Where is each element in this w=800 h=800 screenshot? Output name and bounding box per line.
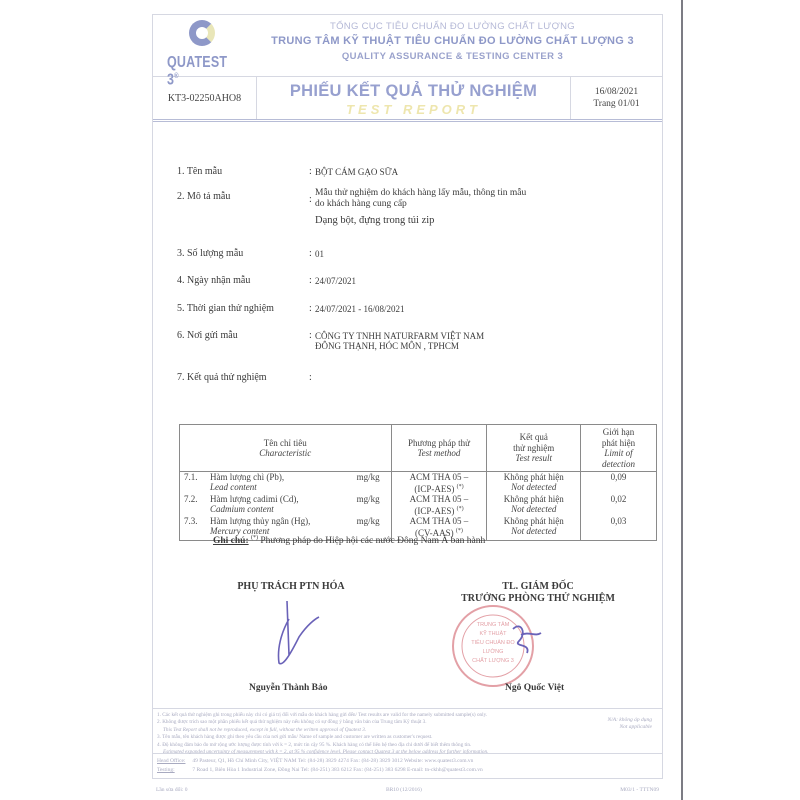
field-label: 5. Thời gian thử nghiệm bbox=[177, 303, 274, 314]
characteristic-name: Hàm lượng chì (Pb), bbox=[210, 472, 285, 482]
col-limit-of-detection: Giới hạn phát hiện Limit of detection bbox=[581, 425, 657, 472]
handwritten-signature-icon bbox=[251, 597, 331, 677]
form-footer bbox=[156, 787, 659, 793]
document-code: KT3-02250AHO8 bbox=[153, 77, 257, 119]
characteristic-name: Hàm lượng thủy ngân (Hg), bbox=[210, 516, 311, 526]
signature-block-right bbox=[443, 581, 633, 693]
characteristic-name: Hàm lượng cadimi (Cd), bbox=[210, 494, 299, 504]
org-line-1: TỔNG CỤC TIÊU CHUẨN ĐO LƯỜNG CHẤT LƯỢNG bbox=[330, 21, 575, 32]
field-value: Mẫu thử nghiệm do khách hàng lấy mẫu, thông tin mẫu bbox=[315, 188, 527, 198]
form-number: M03/1 - TTTN09 bbox=[620, 787, 659, 793]
page-edge bbox=[681, 0, 683, 800]
table-row: 7.3. Hàm lượng thủy ngân (Hg), Mercury content mg/kg ACM THA 05 – (CV-AAS) (*) Không phát hiện Not detected 0,03 bbox=[180, 516, 657, 541]
document-date-block bbox=[570, 77, 662, 119]
field-value: 24/07/2021 bbox=[315, 276, 357, 286]
test-report-document bbox=[152, 14, 663, 779]
col-characteristic: Tên chỉ tiêu Characteristic bbox=[180, 425, 392, 472]
org-line-2: TRUNG TÂM KỸ THUẬT TIÊU CHUẨN ĐO LƯỜNG CHẤT LƯỢNG 3 bbox=[271, 35, 634, 47]
limit-of-detection: 0,02 bbox=[581, 494, 657, 516]
unit: mg/kg bbox=[356, 516, 380, 526]
results-table-header bbox=[180, 425, 657, 472]
testing-address: 7 Road 1, Biên Hòa 1 Industrial Zone, Đồng Nai Tel: (84-251) 383 6212 Fax: (84-251) 383 6298 E-mail: tn-ckhh@quatest3.com.vn bbox=[192, 767, 483, 773]
field-label: 3. Số lượng mẫu bbox=[177, 248, 244, 259]
field-value: BỘT CÁM GẠO SỮA bbox=[315, 167, 399, 177]
col-test-method: Phương pháp thử Test method bbox=[391, 425, 487, 472]
field-value-line-2: ĐÔNG THẠNH, HÓC MÔN , TPHCM bbox=[315, 341, 459, 351]
unit: mg/kg bbox=[356, 472, 380, 482]
title-row bbox=[153, 77, 662, 122]
title-english: TEST REPORT bbox=[346, 102, 481, 117]
signer-role-2: TRƯỞNG PHÒNG THỬ NGHIỆM bbox=[461, 593, 615, 604]
head-office-address: 49 Pasteur, Q1, Hồ Chí Minh City, VIỆT NAM Tel: (84-28) 3829 4274 Fax: (84-28) 3829 3012 Website: www.quatest3.com.vn bbox=[192, 758, 474, 764]
logo-text: QUATEST 3 bbox=[167, 53, 228, 88]
letterhead bbox=[153, 15, 662, 88]
results-table bbox=[179, 424, 657, 541]
revision: Lần sửa đổi: 0 bbox=[156, 787, 188, 793]
report-body: 1. Tên mẫu : BỘT CÁM GẠO SỮA 2. Mô tả mẫu : Mẫu thử nghiệm do khách hàng lấy mẫu, thông tin mẫu do khách hàng cung cấp Dạng bột, đựng trong túi zip 3. Số lượng mẫu : 01 4. Ngày nhận mẫu : 24/07/2021 5. Thời gian thử nghiệm : 24/07/2021 - 16/08/2021 6. Nơi gửi mẫu : CÔNG TY TNHH NATURFARM VIỆT NAM ĐÔNG THẠNH, HÓC MÔN , TPHCM 7. Kết quả thử nghiệm : Tên chỉ tiêu Characteristic Phương pháp thử Test method Kết quả thử nghiệm Test result Giới hạn phát hiện Limit of detection 7.1. Hàm lượng chì (Pb), Lead content mg/kg ACM THA 05 – (ICP-AES) (*) Không phát hiện Not detected 0,09 7.2. Hàm lượng cadimi (Cd), Cadmium content mg/kg ACM THA 05 – (ICP-AES) (*) Không phát hiện Not detected 0,02 7.3. Hàm lượng thủy ngân (Hg), Mercury content mg/kg ACM THA 05 – (CV-AAS) (*) Không phát hiện Not detected 0,03 Ghi chú: (*) Phương pháp do Hiệp hội các nước Đông Nam Á ban hành PHỤ TRÁCH PTN HÓA Nguyễn Thành Bảo TL. GIÁM ĐỐC TRƯỞNG PHÒNG THỬ NGHIỆM TRUNG TÂM KỸ THUẬT TIÊU CHUẨN ĐO LƯỜNG CHẤT LƯỢNG 3 Ngô Quốc Việt bbox=[153, 122, 662, 708]
field-value: 24/07/2021 - 16/08/2021 bbox=[315, 304, 405, 314]
signer-name: Nguyễn Thành Bảo bbox=[249, 683, 328, 693]
form-code: BR10 (12/2016) bbox=[385, 787, 422, 793]
col-test-result: Kết quả thử nghiệm Test result bbox=[487, 425, 581, 472]
not-applicable-legend: N/A: không áp dụng Not applicable bbox=[607, 717, 652, 730]
page-number: Trang 01/01 bbox=[593, 99, 640, 109]
signer-name: Ngô Quốc Việt bbox=[505, 683, 565, 693]
note-text: Phương pháp do Hiệp hội các nước Đông Nam Á ban hành bbox=[260, 536, 486, 547]
field-label: 1. Tên mẫu bbox=[177, 166, 223, 177]
unit: mg/kg bbox=[356, 494, 380, 504]
quatest-logo bbox=[167, 20, 237, 88]
signer-role-1: TL. GIÁM ĐỐC bbox=[502, 581, 574, 592]
footnote: Ghi chú: (*) Phương pháp do Hiệp hội các nước Đông Nam Á ban hành bbox=[213, 535, 486, 547]
field-label: 7. Kết quả thử nghiệm bbox=[177, 372, 267, 383]
stamp-text: TRUNG TÂM KỸ THUẬT TIÊU CHUẨN ĐO LƯỜNG CHẤT LƯỢNG 3 bbox=[471, 622, 515, 664]
field-value: CÔNG TY TNHH NATURFARM VIỆT NAM bbox=[315, 331, 485, 341]
field-label: 4. Ngày nhận mẫu bbox=[177, 275, 251, 286]
quatest-logo-icon bbox=[189, 20, 215, 46]
report-date: 16/08/2021 bbox=[594, 87, 639, 97]
org-line-3: QUALITY ASSURANCE & TESTING CENTER 3 bbox=[341, 51, 564, 62]
table-row: 7.2. Hàm lượng cadimi (Cd), Cadmium content mg/kg ACM THA 05 – (ICP-AES) (*) Không phát hiện Not detected 0,02 bbox=[180, 494, 657, 516]
signature-block-left bbox=[211, 581, 371, 693]
field-value: 01 bbox=[315, 249, 324, 259]
field-value-line-2: do khách hàng cung cấp bbox=[315, 199, 407, 209]
footer-notes: 1. Các kết quả thử nghiệm ghi trong phiếu này chỉ có giá trị đối với mẫu do khách hàng gửi đến/ Test results are valid for the namely submitted sample(s) only. 2. Không được trích sao một phần phiếu kết quả thử nghiệm này nếu không có sự đồng ý bằng văn bản của Trung tâm Kỹ thuật 3. This Test Report shall not be reproduced, except in full, without the written approval of Quatest 3. 3. Tên mẫu, tên khách hàng được ghi theo yêu cầu của nơi gửi mẫu/ Name of sample and customer are written as customer's request. 4. Độ không đảm bảo đo mở rộng ước lượng được tính với k = 2, mức tin cậy 95 %. Khách hàng có thể liên hệ theo địa chỉ dưới để biết thêm thông tin. Estimated expanded uncertainty of measurement with k = 2, at 95 % confidence level. Please contact Quatest 3 at the below address for further information. N/A: không áp dụng Not applicable bbox=[153, 708, 662, 753]
registered-mark: ® bbox=[174, 72, 179, 81]
footer-contact: Head Office: 49 Pasteur, Q1, Hồ Chí Minh City, VIỆT NAM Tel: (84-28) 3829 4274 Fax: (84-28) 3829 3012 Website: www.quatest3.com.vn Testing: 7 Road 1, Biên Hòa 1 Industrial Zone, Đồng Nai Tel: (84-251) 383 6212 Fax: (84-251) 383 6298 E-mail: tn-ckhh@quatest3.com.vn bbox=[153, 753, 662, 778]
field-label: 2. Mô tả mẫu bbox=[177, 191, 231, 202]
signer-role: PHỤ TRÁCH PTN HÓA bbox=[237, 581, 345, 592]
organization-name bbox=[253, 21, 652, 62]
limit-of-detection: 0,03 bbox=[581, 516, 657, 541]
field-value-line-3: Dạng bột, đựng trong túi zip bbox=[315, 215, 435, 226]
title-vietnamese: PHIẾU KẾT QUẢ THỬ NGHIỆM bbox=[289, 82, 538, 100]
table-row: 7.1. Hàm lượng chì (Pb), Lead content mg/kg ACM THA 05 – (ICP-AES) (*) Không phát hiện Not detected 0,09 bbox=[180, 472, 657, 495]
document-title bbox=[257, 77, 570, 119]
field-label: 6. Nơi gửi mẫu bbox=[177, 330, 238, 341]
note-label: Ghi chú: bbox=[213, 536, 249, 547]
limit-of-detection: 0,09 bbox=[581, 472, 657, 495]
